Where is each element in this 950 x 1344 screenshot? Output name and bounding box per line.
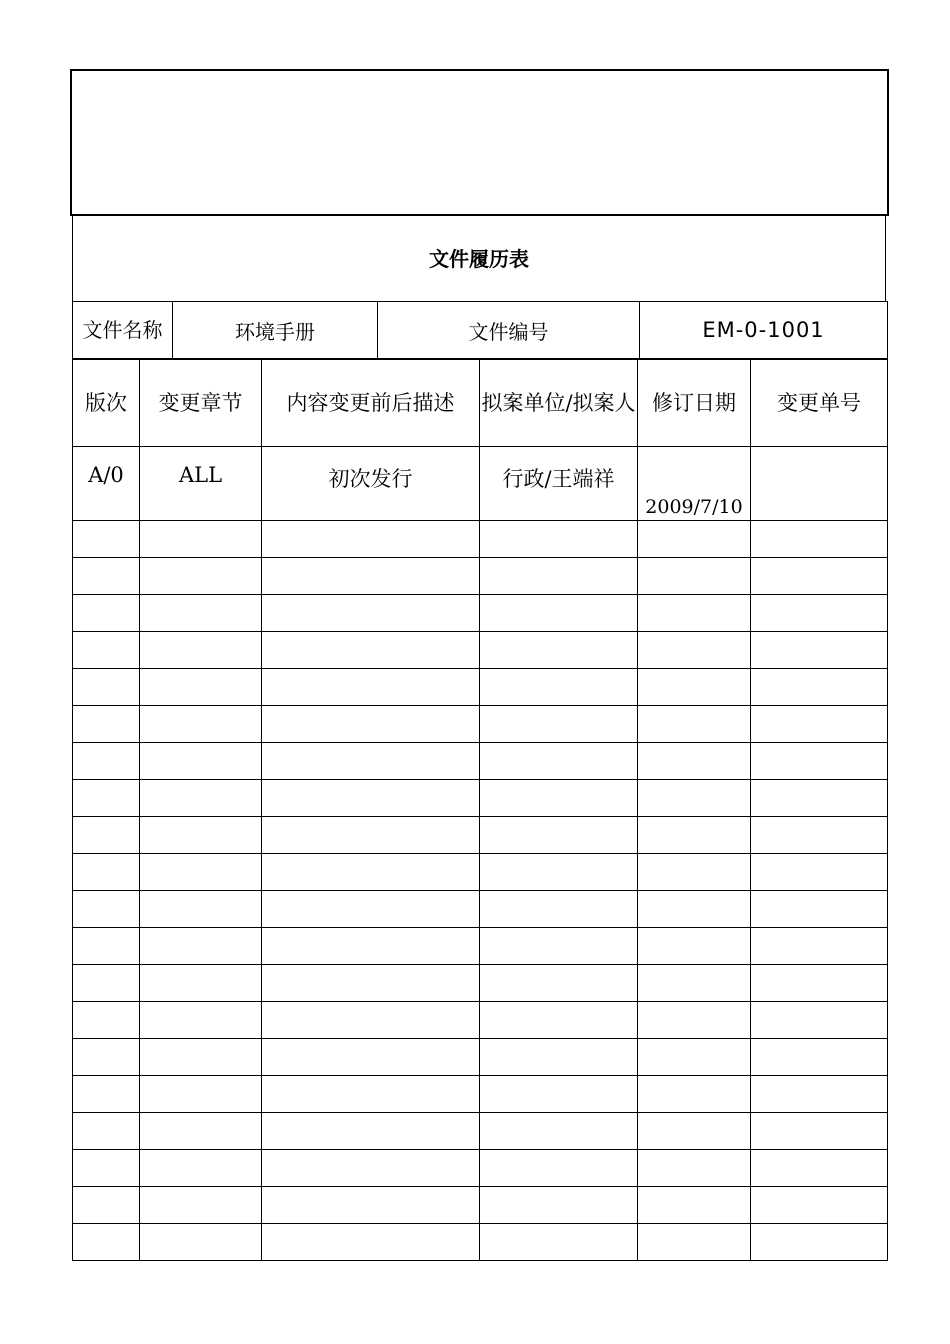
- col-header-version: 版次: [73, 360, 140, 447]
- table-cell: [480, 1150, 638, 1187]
- table-cell: [638, 1076, 751, 1113]
- table-cell: [140, 1224, 262, 1261]
- table-cell: [73, 1224, 140, 1261]
- table-row: [73, 595, 888, 632]
- table-cell: [262, 706, 480, 743]
- table-cell: [638, 1187, 751, 1224]
- table-cell: [262, 817, 480, 854]
- cell-description: 初次发行: [262, 447, 480, 521]
- table-cell: [140, 1076, 262, 1113]
- table-cell: [262, 1187, 480, 1224]
- table-cell: [140, 1002, 262, 1039]
- col-header-date: 修订日期: [638, 360, 751, 447]
- col-header-chapter: 变更章节: [140, 360, 262, 447]
- table-cell: [262, 1076, 480, 1113]
- table-row: [73, 928, 888, 965]
- table-cell: [262, 928, 480, 965]
- table-cell: [751, 817, 888, 854]
- table-cell: [140, 669, 262, 706]
- table-cell: [638, 1002, 751, 1039]
- table-cell: [751, 965, 888, 1002]
- table-row: [73, 965, 888, 1002]
- table-cell: [140, 632, 262, 669]
- table-cell: [751, 891, 888, 928]
- table-cell: [262, 965, 480, 1002]
- table-cell: [262, 595, 480, 632]
- table-cell: [751, 780, 888, 817]
- table-cell: [480, 558, 638, 595]
- table-cell: [262, 1002, 480, 1039]
- table-cell: [140, 1187, 262, 1224]
- table-cell: [480, 928, 638, 965]
- table-cell: [480, 854, 638, 891]
- meta-table: [72, 301, 888, 359]
- table-cell: [751, 1113, 888, 1150]
- table-cell: [73, 1187, 140, 1224]
- table-cell: [262, 669, 480, 706]
- cell-date: 2009/7/10: [638, 447, 751, 521]
- file-number-value: EM-0-1001: [640, 302, 888, 359]
- table-cell: [73, 1039, 140, 1076]
- table-row: [73, 817, 888, 854]
- table-cell: [480, 521, 638, 558]
- table-cell: [638, 1113, 751, 1150]
- table-row: [73, 521, 888, 558]
- table-row: [73, 1150, 888, 1187]
- table-cell: [262, 632, 480, 669]
- table-cell: [480, 1002, 638, 1039]
- table-row: [73, 632, 888, 669]
- table-cell: [751, 558, 888, 595]
- col-header-proposer: 拟案单位/拟案人: [480, 360, 638, 447]
- table-cell: [751, 1039, 888, 1076]
- table-cell: [262, 743, 480, 780]
- col-header-description: 内容变更前后描述: [262, 360, 480, 447]
- table-cell: [480, 965, 638, 1002]
- table-cell: [140, 706, 262, 743]
- table-cell: [140, 558, 262, 595]
- table-cell: [73, 558, 140, 595]
- table-cell: [140, 1113, 262, 1150]
- table-cell: [262, 780, 480, 817]
- table-cell: [751, 632, 888, 669]
- table-row: [73, 1187, 888, 1224]
- table-cell: [73, 780, 140, 817]
- table-cell: [751, 928, 888, 965]
- table-cell: [751, 1076, 888, 1113]
- table-cell: [751, 706, 888, 743]
- table-cell: [73, 1002, 140, 1039]
- table-row: [73, 780, 888, 817]
- table-row: [73, 669, 888, 706]
- table-cell: [73, 1150, 140, 1187]
- table-cell: [73, 817, 140, 854]
- table-cell: [140, 743, 262, 780]
- table-cell: [751, 1002, 888, 1039]
- table-row: [73, 743, 888, 780]
- table-cell: [638, 817, 751, 854]
- table-cell: [262, 558, 480, 595]
- table-cell: [480, 669, 638, 706]
- table-cell: [262, 1224, 480, 1261]
- table-cell: [73, 595, 140, 632]
- table-cell: [751, 854, 888, 891]
- table-row: [73, 1076, 888, 1113]
- table-cell: [638, 854, 751, 891]
- table-cell: [480, 1113, 638, 1150]
- table-cell: [638, 632, 751, 669]
- table-cell: [638, 706, 751, 743]
- table-row: [73, 1002, 888, 1039]
- table-cell: [140, 521, 262, 558]
- revision-header-row: [73, 360, 888, 447]
- table-cell: [480, 743, 638, 780]
- cell-version: A/0: [73, 447, 140, 521]
- table-cell: [73, 965, 140, 1002]
- table-cell: [480, 817, 638, 854]
- document-header-box: [70, 69, 889, 216]
- table-cell: [140, 891, 262, 928]
- table-cell: [73, 743, 140, 780]
- table-cell: [140, 928, 262, 965]
- table-cell: [751, 595, 888, 632]
- table-cell: [480, 1187, 638, 1224]
- table-cell: [480, 706, 638, 743]
- table-cell: [638, 928, 751, 965]
- table-row: [73, 1113, 888, 1150]
- table-cell: [638, 1224, 751, 1261]
- table-cell: [140, 965, 262, 1002]
- table-cell: [73, 669, 140, 706]
- table-cell: [262, 854, 480, 891]
- table-cell: [638, 1039, 751, 1076]
- table-cell: [262, 891, 480, 928]
- table-cell: [638, 780, 751, 817]
- table-cell: [638, 595, 751, 632]
- table-row: [73, 1039, 888, 1076]
- table-cell: [480, 1076, 638, 1113]
- table-row: [73, 447, 888, 521]
- table-cell: [73, 928, 140, 965]
- table-cell: [262, 1113, 480, 1150]
- table-cell: [140, 1039, 262, 1076]
- table-cell: [638, 891, 751, 928]
- table-cell: [140, 817, 262, 854]
- table-cell: [140, 854, 262, 891]
- table-row: [73, 706, 888, 743]
- table-cell: [73, 1076, 140, 1113]
- table-cell: [751, 1224, 888, 1261]
- table-cell: [638, 669, 751, 706]
- table-cell: [480, 595, 638, 632]
- file-name-value: 环境手册: [173, 302, 378, 359]
- cell-proposer: 行政/王端祥: [480, 447, 638, 521]
- file-number-label: 文件编号: [378, 302, 640, 359]
- table-cell: [73, 891, 140, 928]
- cell-change-no: [751, 447, 888, 521]
- table-cell: [73, 706, 140, 743]
- table-row: [73, 891, 888, 928]
- table-row: [73, 558, 888, 595]
- table-cell: [140, 595, 262, 632]
- table-cell: [480, 780, 638, 817]
- meta-row: [73, 302, 888, 359]
- document-title: 文件履历表: [72, 214, 886, 301]
- table-cell: [638, 521, 751, 558]
- revision-history-sheet: [72, 214, 886, 1261]
- table-cell: [638, 965, 751, 1002]
- table-cell: [140, 780, 262, 817]
- table-cell: [480, 632, 638, 669]
- table-cell: [73, 854, 140, 891]
- table-cell: [140, 1150, 262, 1187]
- table-row: [73, 1224, 888, 1261]
- table-cell: [262, 1039, 480, 1076]
- table-cell: [751, 669, 888, 706]
- revision-table: [72, 359, 888, 1261]
- table-cell: [751, 521, 888, 558]
- table-cell: [751, 743, 888, 780]
- table-cell: [73, 521, 140, 558]
- file-name-label: 文件名称: [73, 302, 173, 359]
- table-cell: [638, 743, 751, 780]
- table-cell: [262, 1150, 480, 1187]
- table-cell: [480, 891, 638, 928]
- table-cell: [638, 558, 751, 595]
- col-header-change-no: 变更单号: [751, 360, 888, 447]
- table-cell: [262, 521, 480, 558]
- table-cell: [73, 1113, 140, 1150]
- table-cell: [73, 632, 140, 669]
- table-cell: [480, 1224, 638, 1261]
- table-cell: [751, 1187, 888, 1224]
- table-cell: [480, 1039, 638, 1076]
- cell-chapter: ALL: [140, 447, 262, 521]
- table-cell: [751, 1150, 888, 1187]
- table-row: [73, 854, 888, 891]
- table-cell: [638, 1150, 751, 1187]
